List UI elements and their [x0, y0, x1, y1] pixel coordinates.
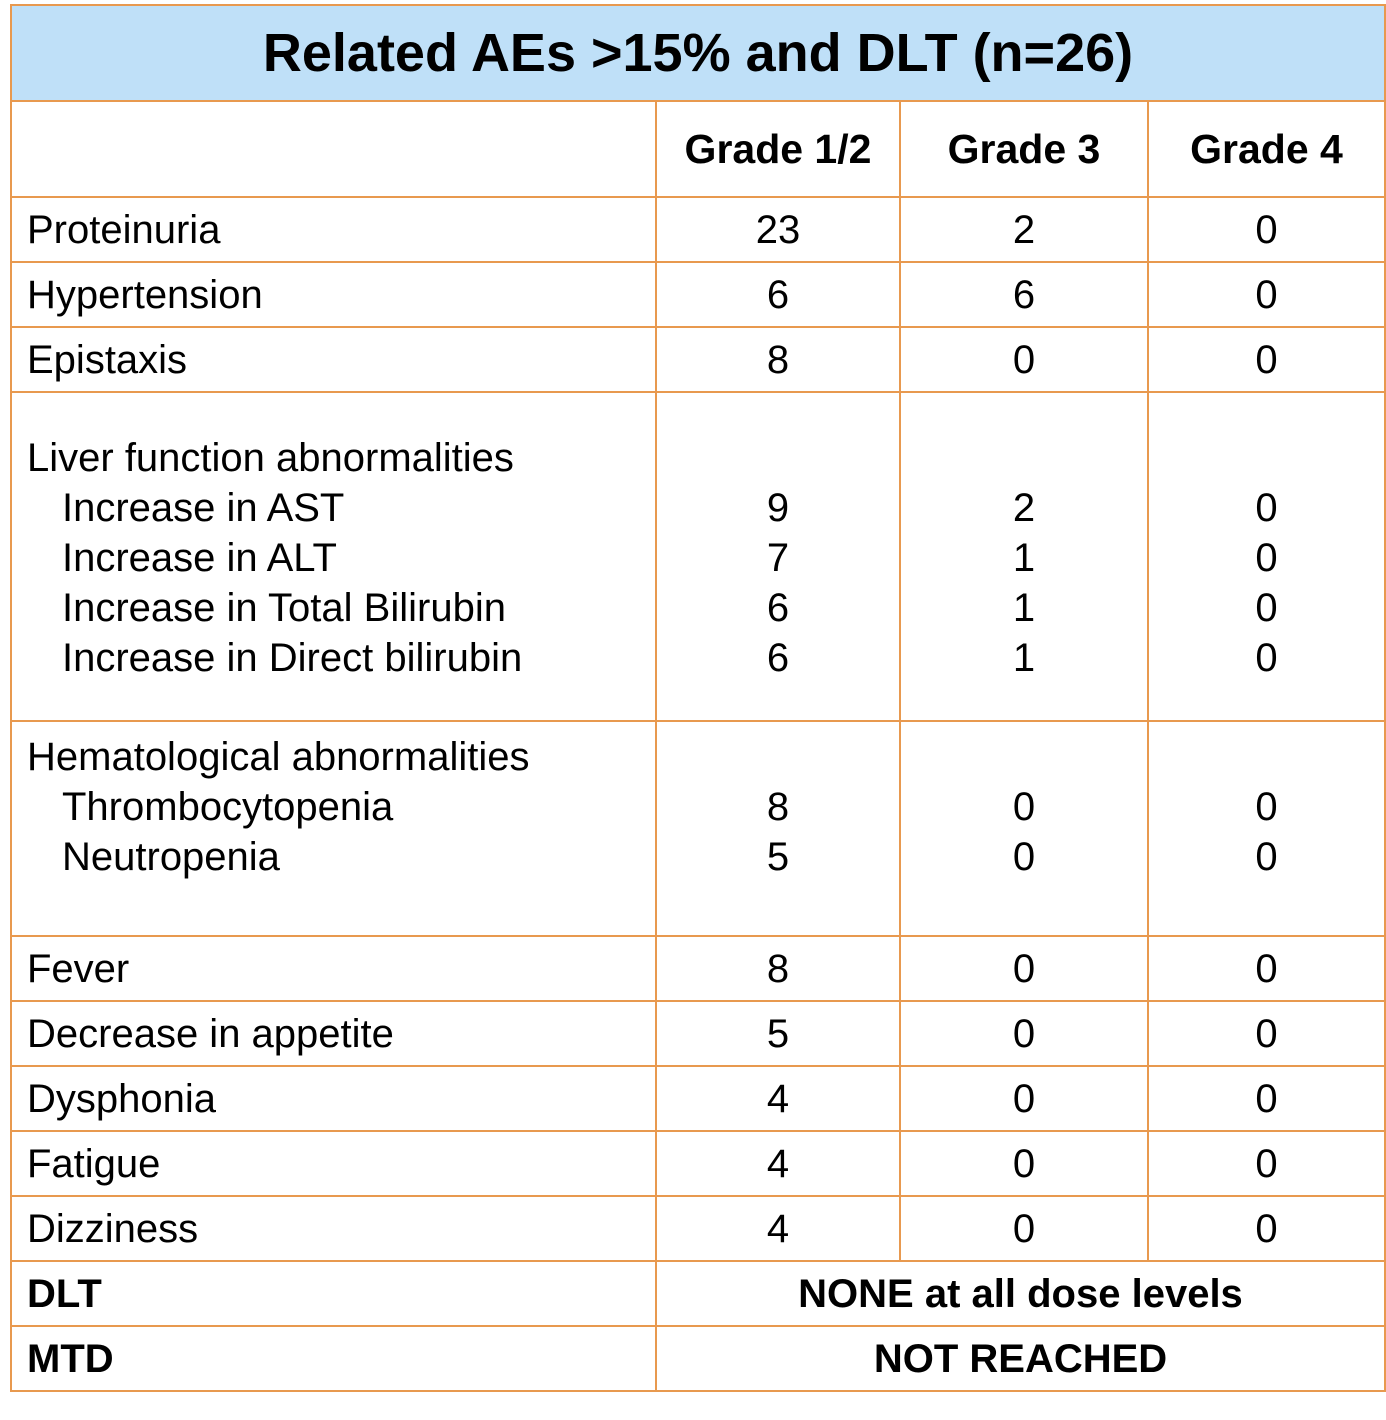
sub-item-label: Increase in ALT: [62, 536, 337, 580]
grade-3-value: 0: [900, 1131, 1148, 1196]
ae-table: [10, 4, 1386, 1392]
sub-item-label: Increase in Total Bilirubin: [62, 586, 506, 630]
liver-group-row: [11, 392, 1385, 721]
table-row: [11, 936, 1385, 1001]
row-label: Epistaxis: [11, 327, 656, 392]
grade-3-value: 0: [900, 327, 1148, 392]
grade-3-value: 0: [900, 1066, 1148, 1131]
row-label: Fatigue: [11, 1131, 656, 1196]
hematological-group-row: [11, 721, 1385, 936]
dlt-label: DLT: [11, 1261, 656, 1326]
grade-1-2-value: 8: [766, 785, 790, 829]
grade-3-values: [900, 392, 1148, 721]
row-label: Dizziness: [11, 1196, 656, 1261]
table-title: Related AEs >15% and DLT (n=26): [11, 5, 1385, 101]
grade-1-2-value: 8: [656, 327, 900, 392]
grade-1-2-value: 7: [766, 536, 790, 580]
grade-4-value: 0: [1148, 262, 1385, 327]
grade-3-value: 0: [900, 1196, 1148, 1261]
group-heading: Hematological abnormalities: [27, 735, 530, 779]
grade-3-value: 1: [1012, 536, 1036, 580]
header-blank-cell: [11, 101, 656, 197]
grade-4-value: 0: [1148, 1001, 1385, 1066]
grade-3-value: 0: [900, 1001, 1148, 1066]
grade-3-value: 0: [1012, 835, 1036, 879]
grade-1-2-value: 4: [656, 1196, 900, 1261]
grade-1-2-value: 4: [656, 1066, 900, 1131]
table-row: [11, 1066, 1385, 1131]
header-grade-3: Grade 3: [900, 101, 1148, 197]
row-label: Hypertension: [11, 262, 656, 327]
grade-1-2-value: 4: [656, 1131, 900, 1196]
mtd-value: NOT REACHED: [656, 1326, 1385, 1391]
grade-1-2-value: 5: [656, 1001, 900, 1066]
grade-1-2-value: 5: [766, 835, 790, 879]
mtd-row: [11, 1326, 1385, 1391]
table-row: [11, 327, 1385, 392]
grade-4-value: 0: [1148, 197, 1385, 262]
grade-1-2-values: [656, 392, 900, 721]
table-row: [11, 1196, 1385, 1261]
sub-item-label: Thrombocytopenia: [62, 785, 394, 829]
mtd-label: MTD: [11, 1326, 656, 1391]
grade-4-values: [1148, 721, 1385, 936]
grade-4-value: 0: [1255, 835, 1278, 879]
grade-4-value: 0: [1148, 936, 1385, 1001]
grade-1-2-value: 9: [766, 486, 790, 530]
grade-3-value: 2: [900, 197, 1148, 262]
grade-4-value: 0: [1255, 486, 1278, 530]
sub-item-label: Increase in Direct bilirubin: [62, 636, 523, 680]
grade-4-value: 0: [1255, 586, 1278, 630]
row-label: Decrease in appetite: [11, 1001, 656, 1066]
grade-3-value: 0: [1012, 785, 1036, 829]
table-row: [11, 1001, 1385, 1066]
group-heading: Liver function abnormalities: [27, 436, 514, 480]
grade-1-2-value: 6: [766, 636, 790, 680]
grade-4-values: [1148, 392, 1385, 721]
grade-3-values: [900, 721, 1148, 936]
table-row: [11, 262, 1385, 327]
grade-4-value: 0: [1148, 1131, 1385, 1196]
table-row: [11, 197, 1385, 262]
grade-3-value: 0: [900, 936, 1148, 1001]
grade-3-value: 1: [1012, 636, 1036, 680]
grade-1-2-value: 23: [656, 197, 900, 262]
grade-3-value: 1: [1012, 586, 1036, 630]
grade-3-value: 6: [900, 262, 1148, 327]
grade-4-value: 0: [1148, 1196, 1385, 1261]
grade-4-value: 0: [1255, 536, 1278, 580]
grade-4-value: 0: [1255, 785, 1278, 829]
dlt-value: NONE at all dose levels: [656, 1261, 1385, 1326]
grade-4-value: 0: [1148, 327, 1385, 392]
grade-3-value: 2: [1012, 486, 1036, 530]
hematological-group-labels: [11, 721, 656, 936]
dlt-row: [11, 1261, 1385, 1326]
grade-1-2-value: 6: [766, 586, 790, 630]
row-label: Fever: [11, 936, 656, 1001]
row-label: Dysphonia: [11, 1066, 656, 1131]
grade-1-2-values: [656, 721, 900, 936]
table-row: [11, 1131, 1385, 1196]
grade-4-value: 0: [1255, 636, 1278, 680]
header-grade-1-2: Grade 1/2: [656, 101, 900, 197]
grade-1-2-value: 8: [656, 936, 900, 1001]
row-label: Proteinuria: [11, 197, 656, 262]
liver-group-labels: [11, 392, 656, 721]
grade-1-2-value: 6: [656, 262, 900, 327]
header-grade-4: Grade 4: [1148, 101, 1385, 197]
sub-item-label: Neutropenia: [62, 835, 280, 879]
grade-4-value: 0: [1148, 1066, 1385, 1131]
sub-item-label: Increase in AST: [62, 486, 345, 530]
column-header-row: [11, 101, 1385, 197]
